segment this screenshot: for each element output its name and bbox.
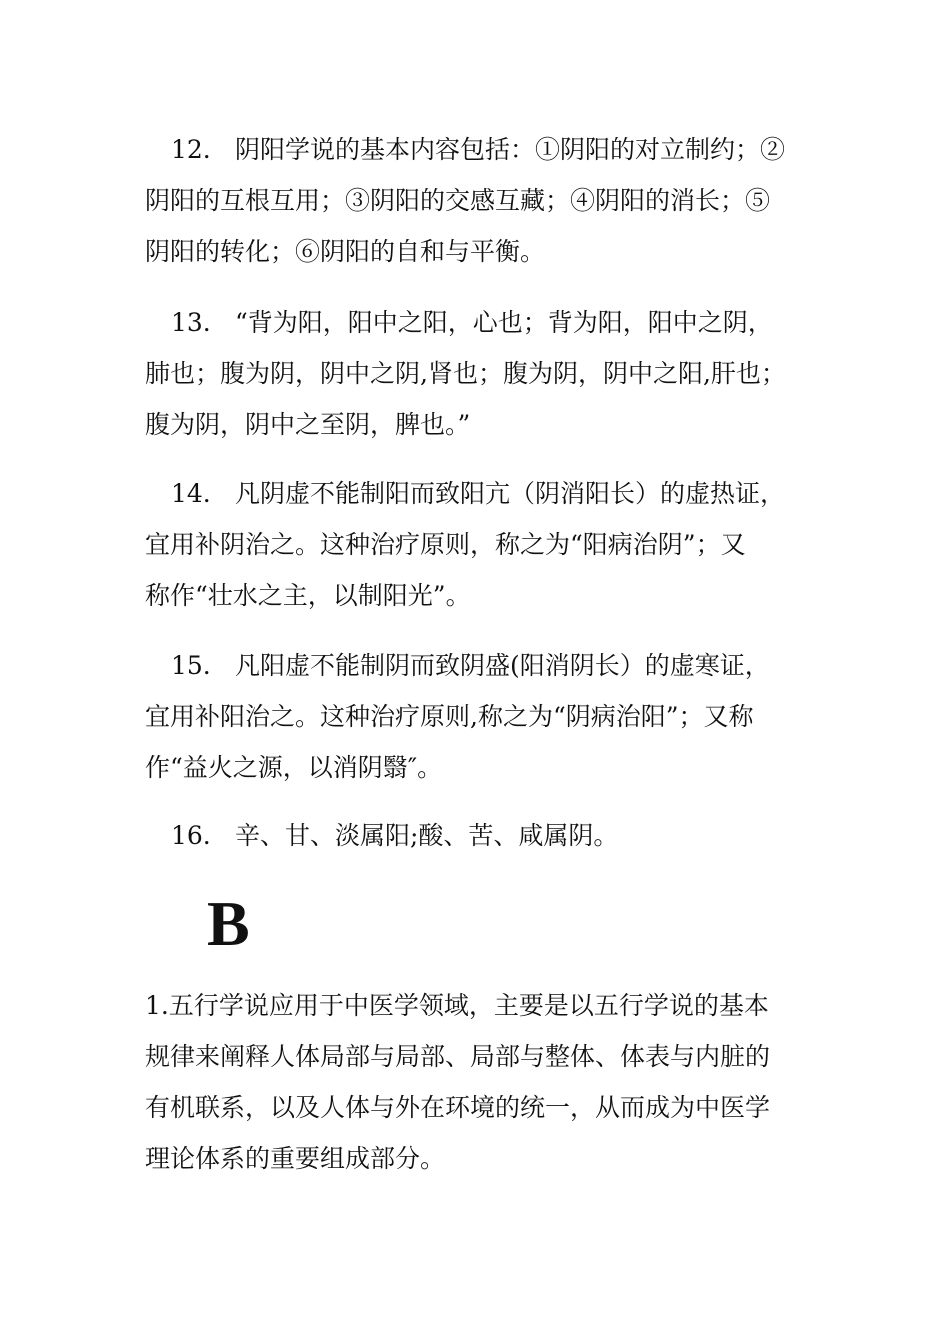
paragraph-line (145, 297, 805, 348)
paragraph-line: 理论体系的重要组成部分。 (145, 1144, 446, 1173)
line-text: 阴阳学说的基本内容包括：①阴阳的对立制约；② (235, 135, 786, 164)
paragraph-line (145, 810, 805, 861)
paragraph-line: 阴阳的转化；⑥阴阳的自和与平衡。 (145, 237, 546, 266)
paragraph-line (145, 124, 805, 175)
paragraph-item-12 (145, 124, 805, 277)
paragraph-line: 有机联系，以及人体与外在环境的统一，从而成为中医学 (145, 1093, 771, 1122)
item-number: 14. (171, 479, 211, 508)
paragraph-line: 称作“壮水之主，以制阳光”。 (145, 581, 471, 610)
item-number: 16. (171, 821, 211, 850)
paragraph-line (145, 468, 805, 519)
paragraph-line: 宜用补阳治之。这种治疗原则,称之为“阴病治阳”；又称 (145, 702, 754, 731)
paragraph-item-16 (145, 810, 805, 861)
section-paragraph (145, 980, 805, 1184)
item-number: 13. (171, 308, 211, 337)
paragraph-line: 规律来阐释人体局部与局部、局部与整体、体表与内脏的 (145, 1042, 771, 1071)
line-text: 辛、甘、淡属阳;酸、苦、咸属阴。 (235, 821, 619, 850)
line-text: 凡阳虚不能制阴而致阴盛(阳消阴长）的虚寒证， (235, 651, 770, 680)
paragraph-line: 1.五行学说应用于中医学领域，主要是以五行学说的基本 (145, 991, 769, 1020)
paragraph-item-15 (145, 640, 805, 793)
paragraph-item-14 (145, 468, 805, 621)
paragraph-line: 腹为阴，阴中之至阴，脾也。” (145, 410, 471, 439)
paragraph-line: 阴阳的互根互用；③阴阳的交感互藏；④阴阳的消长；⑤ (145, 186, 771, 215)
line-text: 凡阴虚不能制阳而致阳亢（阴消阳长）的虚热证， (235, 479, 786, 508)
item-number: 15. (171, 651, 211, 680)
paragraph-item-13 (145, 297, 805, 450)
paragraph-line (145, 640, 805, 691)
line-text: “背为阳，阳中之阳，心也；背为阳，阳中之阴， (235, 308, 773, 337)
section-heading: B (207, 888, 250, 959)
item-number: 12. (171, 135, 211, 164)
paragraph-line: 作“益火之源，以消阴翳″。 (145, 753, 443, 782)
paragraph-line: 肺也；腹为阴，阴中之阴,肾也；腹为阴，阴中之阳,肝也； (145, 359, 786, 388)
paragraph-line: 宜用补阴治之。这种治疗原则，称之为“阳病治阴”；又 (145, 530, 746, 559)
